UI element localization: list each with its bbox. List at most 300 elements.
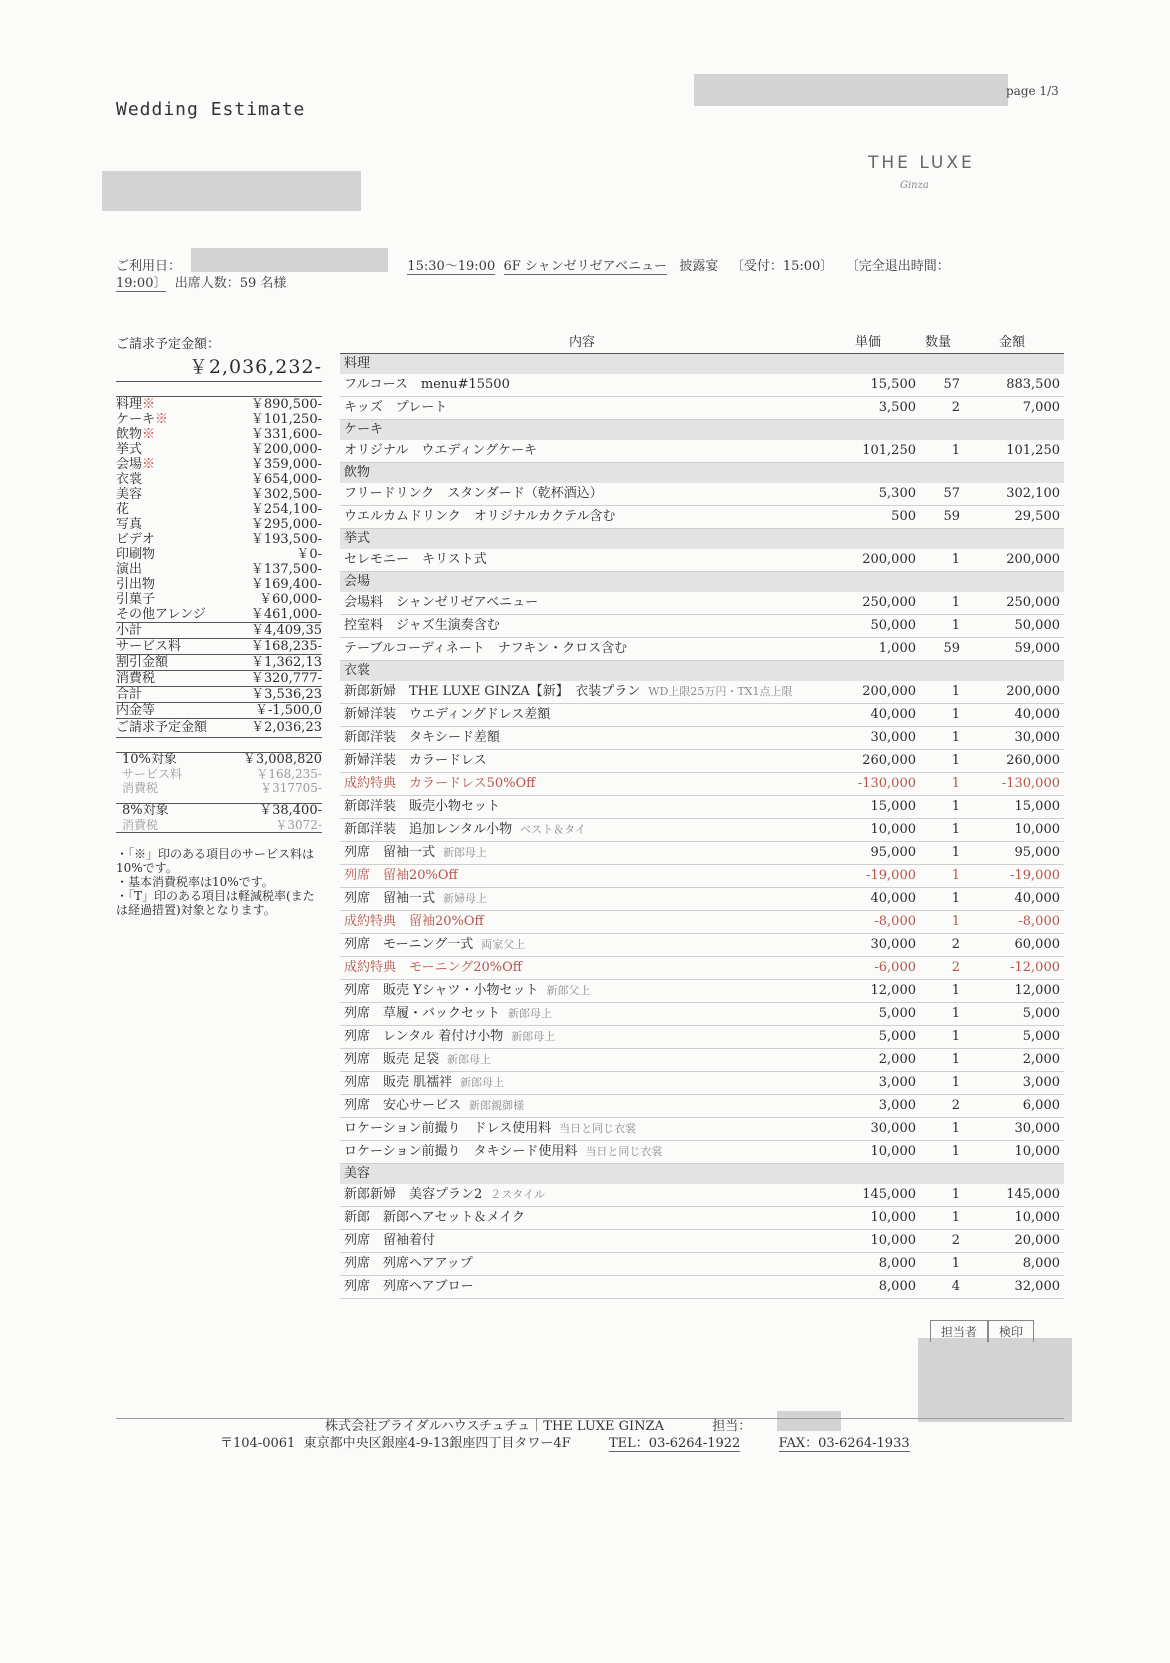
item-qty: 1: [951, 753, 960, 768]
summary-row: [116, 457, 322, 472]
item-desc: 新郎洋装 販売小物セット: [344, 799, 501, 814]
item-desc-cell: [340, 1072, 820, 1094]
item-qty: 59: [943, 509, 960, 524]
item-amount: 50,000: [1014, 618, 1060, 633]
tax10-service-value: ￥168,235-: [256, 767, 322, 781]
table-row: [340, 888, 1064, 911]
item-desc-cell: [340, 1049, 820, 1071]
item-amount: 5,000: [1022, 1006, 1060, 1021]
item-desc: 成約特典 モーニング20%Off: [344, 960, 523, 975]
item-amount: 200,000: [1006, 552, 1060, 567]
estimate-table: [340, 333, 1064, 1299]
redacted-block: [918, 1338, 1072, 1422]
item-price: -6,000: [874, 960, 916, 975]
item-qty: 1: [951, 1075, 960, 1090]
item-desc-cell: [340, 506, 820, 528]
item-desc-cell: [340, 374, 820, 396]
summary-row: [116, 607, 322, 622]
item-price: 5,000: [878, 1029, 916, 1044]
item-note: 新郎母上: [508, 1007, 553, 1020]
category-row: 衣裳: [340, 661, 1064, 681]
item-amount: 40,000: [1014, 707, 1060, 722]
item-amount: 29,500: [1014, 509, 1060, 524]
total-row: [116, 638, 322, 654]
item-qty: 1: [951, 1006, 960, 1021]
item-amount: -8,000: [1018, 914, 1060, 929]
guest-count: 出席人数：59 名様: [174, 276, 287, 291]
summary-value: ￥193,500-: [250, 532, 322, 547]
item-desc: 列席 留袖着付: [344, 1233, 436, 1248]
item-qty: 1: [951, 1144, 960, 1159]
summary-label: サービス料: [116, 639, 182, 654]
exit-label: 〔完全退出時間：: [845, 259, 950, 274]
item-amount: 10,000: [1014, 1210, 1060, 1225]
summary-value: ￥1,362,13: [251, 655, 322, 670]
item-qty: 57: [943, 377, 960, 392]
summary-label: その他アレンジ: [116, 607, 206, 622]
table-row: [340, 638, 1064, 661]
table-row: [340, 980, 1064, 1003]
grand-total-row: [116, 718, 322, 738]
table-row: [340, 615, 1064, 638]
summary-value: ￥0-: [296, 547, 322, 562]
item-qty: 1: [951, 1052, 960, 1067]
item-desc: キッズ プレート: [344, 400, 448, 415]
item-note: 新郎母上: [443, 846, 488, 859]
table-row: [340, 1184, 1064, 1207]
item-amount: 883,500: [1006, 377, 1060, 392]
item-desc: 新郎 新郎ヘアセット＆メイク: [344, 1210, 525, 1225]
item-price: 250,000: [862, 595, 916, 610]
item-qty: 1: [951, 552, 960, 567]
due-label: ご請求予定金額：: [116, 337, 221, 352]
note-line: ・「※」印のある項目のサービス料は10%です。: [116, 847, 315, 875]
item-amount: 12,000: [1014, 983, 1060, 998]
summary-value: ￥101,250-: [250, 412, 322, 427]
item-amount: 10,000: [1014, 822, 1060, 837]
item-qty: 57: [943, 486, 960, 501]
summary-row: [116, 412, 322, 427]
service-mark: ※: [142, 457, 156, 472]
item-desc: 新郎新婦 美容プラン2: [344, 1187, 483, 1202]
item-desc: ウエルカムドリンク オリジナルカクテル含む: [344, 509, 616, 524]
category-row: ケーキ: [340, 420, 1064, 440]
item-desc: フリードリンク スタンダード（乾杯酒込）: [344, 486, 603, 501]
table-row: [340, 374, 1064, 397]
item-price: 8,000: [878, 1256, 916, 1271]
item-amount: 10,000: [1014, 1144, 1060, 1159]
usage-info-line-2: [116, 272, 286, 291]
item-desc-cell: [340, 549, 820, 571]
item-price: 10,000: [870, 1144, 916, 1159]
item-desc: テーブルコーディネート ナフキン・クロス含む: [344, 641, 628, 656]
summary-label: 料理: [116, 397, 143, 412]
item-amount: 302,100: [1006, 486, 1060, 501]
table-row: [340, 1095, 1064, 1118]
item-desc: 列席 留袖一式: [344, 891, 436, 906]
table-row: [340, 1026, 1064, 1049]
table-row: [340, 1253, 1064, 1276]
redacted-block: [694, 74, 1008, 106]
item-amount: 7,000: [1022, 400, 1060, 415]
item-desc-cell: [340, 1118, 820, 1140]
item-desc-cell: [340, 1207, 820, 1229]
item-desc-cell: [340, 980, 820, 1002]
summary-label: 演出: [116, 562, 143, 577]
item-qty: 1: [951, 618, 960, 633]
time-range: 15:30〜19:00: [407, 259, 496, 274]
table-row: [340, 750, 1064, 773]
summary-label: 印刷物: [116, 547, 156, 562]
tax8-label: 8%対象: [122, 803, 169, 818]
table-row: [340, 592, 1064, 615]
item-desc: オリジナル ウエディングケーキ: [344, 443, 538, 458]
table-row: [340, 819, 1064, 842]
table-row: [340, 1072, 1064, 1095]
item-desc: 列席 販売 Yシャツ・小物セット: [344, 983, 539, 998]
item-amount: 15,000: [1014, 799, 1060, 814]
item-price: 5,000: [878, 1006, 916, 1021]
item-desc: 列席 留袖一式: [344, 845, 436, 860]
item-note: 当日と同じ衣裳: [585, 1145, 663, 1158]
notes: [116, 847, 322, 917]
item-price: 40,000: [870, 707, 916, 722]
item-desc-cell: [340, 397, 820, 419]
summary-value: ￥3,536,23: [251, 687, 322, 702]
item-desc-cell: [340, 727, 820, 749]
summary-label: ビデオ: [116, 532, 155, 547]
summary-value: ￥-1,500,0: [254, 703, 322, 718]
summary-value: ￥331,600-: [250, 427, 322, 442]
item-desc: 列席 レンタル 着付け小物: [344, 1029, 504, 1044]
summary-row: [116, 547, 322, 562]
item-price: 145,000: [862, 1187, 916, 1202]
table-row: [340, 549, 1064, 572]
item-qty: 1: [951, 776, 960, 791]
item-price: 15,500: [870, 377, 916, 392]
item-amount: 20,000: [1014, 1233, 1060, 1248]
category-row: 挙式: [340, 529, 1064, 549]
item-price: 101,250: [862, 443, 916, 458]
summary-value: ￥302,500-: [250, 487, 322, 502]
item-price: 3,000: [878, 1075, 916, 1090]
stamp-check-label: 検印: [988, 1320, 1034, 1342]
item-desc: 新郎洋装 追加レンタル小物: [344, 822, 513, 837]
table-row: [340, 1141, 1064, 1164]
table-row: [340, 397, 1064, 420]
summary-row: [116, 502, 322, 517]
item-desc: 列席 販売 足袋: [344, 1052, 440, 1067]
item-price: -8,000: [874, 914, 916, 929]
table-row: [340, 865, 1064, 888]
stamp-person-label: 担当者: [930, 1320, 988, 1342]
tax8-tax-value: ￥3072-: [275, 818, 322, 832]
item-qty: 2: [951, 400, 960, 415]
item-qty: 1: [951, 707, 960, 722]
summary-row: [116, 427, 322, 442]
item-desc: 列席 モーニング一式: [344, 937, 474, 952]
item-amount: 5,000: [1022, 1029, 1060, 1044]
item-desc-cell: [340, 865, 820, 887]
due-amount: ￥2,036,232-: [116, 352, 322, 382]
item-amount: 250,000: [1006, 595, 1060, 610]
item-desc-cell: [340, 1253, 820, 1275]
category-summary: [116, 396, 322, 738]
item-price: 200,000: [862, 684, 916, 699]
item-price: 2,000: [878, 1052, 916, 1067]
table-row: [340, 911, 1064, 934]
item-price: 3,500: [878, 400, 916, 415]
item-desc-cell: [340, 1141, 820, 1163]
item-amount: 60,000: [1014, 937, 1060, 952]
total-row: [116, 622, 322, 638]
item-desc: 新婦洋装 ウエディングドレス差額: [344, 707, 551, 722]
summary-row: [116, 487, 322, 502]
item-price: 260,000: [862, 753, 916, 768]
item-qty: 1: [951, 983, 960, 998]
item-qty: 4: [951, 1279, 960, 1294]
category-row: 美容: [340, 1164, 1064, 1184]
item-desc-cell: [340, 615, 820, 637]
tax10-tax-label: 消費税: [122, 781, 159, 795]
summary-value: ￥169,400-: [250, 577, 322, 592]
note-line: ・基本消費税率は10%です。: [116, 875, 274, 889]
item-price: 50,000: [870, 618, 916, 633]
summary-row: [116, 442, 322, 457]
summary-value: ￥200,000-: [250, 442, 322, 457]
item-amount: 3,000: [1022, 1075, 1060, 1090]
summary-label: 割引金額: [116, 655, 169, 670]
item-note: 新郎親御様: [469, 1099, 525, 1112]
item-price: 500: [891, 509, 916, 524]
item-desc: 列席 列席ヘアアップ: [344, 1256, 473, 1271]
item-qty: 2: [951, 1233, 960, 1248]
item-note: 新郎父上: [546, 984, 591, 997]
item-qty: 1: [951, 1029, 960, 1044]
table-row: [340, 1276, 1064, 1299]
summary-value: ￥168,235-: [250, 639, 322, 654]
summary-row: [116, 397, 322, 412]
tax8-tax-label: 消費税: [122, 818, 159, 832]
service-mark: ※: [142, 427, 156, 442]
item-qty: 2: [951, 960, 960, 975]
summary-label: 合計: [116, 687, 143, 702]
table-header: [340, 333, 1064, 354]
item-desc-cell: [340, 1026, 820, 1048]
table-row: [340, 727, 1064, 750]
address: 東京都中央区銀座4-9-13銀座四丁目タワー4F: [303, 1436, 571, 1451]
summary-value: ￥137,500-: [250, 562, 322, 577]
staff-label: 担当：: [712, 1419, 752, 1434]
category-row: 会場: [340, 572, 1064, 592]
item-desc-cell: [340, 440, 820, 462]
item-desc-cell: [340, 638, 820, 660]
item-qty: 1: [951, 822, 960, 837]
item-qty: 59: [943, 641, 960, 656]
item-qty: 2: [951, 1098, 960, 1113]
item-qty: 1: [951, 799, 960, 814]
item-amount: 145,000: [1006, 1187, 1060, 1202]
total-row: [116, 686, 322, 702]
item-amount: 30,000: [1014, 1121, 1060, 1136]
item-amount: 101,250: [1006, 443, 1060, 458]
summary-value: ￥60,000-: [259, 592, 322, 607]
item-desc: 成約特典 留袖20%Off: [344, 914, 484, 929]
summary-row: [116, 562, 322, 577]
item-desc: 会場料 シャンゼリゼアベニュー: [344, 595, 539, 610]
item-qty: 1: [951, 1210, 960, 1225]
summary-value: ￥359,000-: [250, 457, 322, 472]
summary-row: [116, 532, 322, 547]
summary-label: 美容: [116, 487, 143, 502]
item-qty: 1: [951, 1121, 960, 1136]
table-row: [340, 1207, 1064, 1230]
event-type: 披露宴: [679, 259, 719, 274]
item-desc-cell: [340, 934, 820, 956]
postal-code: 〒104-0061: [220, 1436, 296, 1451]
item-price: 30,000: [870, 937, 916, 952]
summary-label: 挙式: [116, 442, 143, 457]
item-amount: 2,000: [1022, 1052, 1060, 1067]
item-desc: 成約特典 カラードレス50%Off: [344, 776, 536, 791]
summary-value: ￥461,000-: [250, 607, 322, 622]
item-qty: 1: [951, 730, 960, 745]
summary-label: 小計: [116, 623, 143, 638]
item-desc-cell: [340, 704, 820, 726]
item-amount: 6,000: [1022, 1098, 1060, 1113]
item-desc-cell: [340, 957, 820, 979]
item-desc: 列席 草履・バックセット: [344, 1006, 501, 1021]
fax: FAX：03-6264-1933: [778, 1436, 910, 1451]
category-row: 料理: [340, 354, 1064, 374]
item-desc-cell: [340, 1184, 820, 1206]
tax10-value: ￥3,008,820: [242, 753, 322, 767]
page-number: page 1/3: [1006, 84, 1059, 98]
header-price: 単価: [854, 335, 881, 350]
summary-value: ￥320,777-: [250, 671, 322, 686]
note-line: ・「T」印のある項目は軽減税率(または経過措置)対象となります。: [116, 889, 315, 917]
redacted-block: [102, 171, 361, 211]
table-row: [340, 842, 1064, 865]
document-title: Wedding Estimate: [116, 99, 306, 120]
exit-time: 19:00〕: [116, 276, 167, 291]
tax10-label: 10%対象: [122, 753, 177, 767]
date-label: ご利用日：: [116, 259, 182, 274]
item-amount: 95,000: [1014, 845, 1060, 860]
tax10-tax-value: ￥317705-: [260, 781, 322, 795]
item-qty: 1: [951, 1187, 960, 1202]
item-amount: 200,000: [1006, 684, 1060, 699]
item-amount: 59,000: [1014, 641, 1060, 656]
item-desc: フルコース menu#15500: [344, 377, 510, 392]
table-row: [340, 440, 1064, 463]
tax8-value: ￥38,400-: [259, 803, 322, 818]
item-note: ２スタイル: [490, 1188, 546, 1201]
item-qty: 2: [951, 937, 960, 952]
table-row: [340, 681, 1064, 704]
item-desc-cell: [340, 1003, 820, 1025]
summary-row: [116, 577, 322, 592]
summary-label: 内金等: [116, 703, 156, 718]
item-amount: 32,000: [1014, 1279, 1060, 1294]
item-price: -19,000: [866, 868, 916, 883]
summary-label: 飲物: [116, 427, 143, 442]
item-desc: セレモニー キリスト式: [344, 552, 487, 567]
item-desc: ロケーション前撮り ドレス使用料: [344, 1121, 552, 1136]
item-price: 10,000: [870, 1210, 916, 1225]
redacted-block: [777, 1411, 841, 1431]
item-desc-cell: [340, 592, 820, 614]
item-price: 30,000: [870, 730, 916, 745]
total-row: [116, 702, 322, 718]
summary-value: ￥254,100-: [250, 502, 322, 517]
summary-label: 会場: [116, 457, 143, 472]
summary-value: ￥4,409,35: [251, 623, 322, 638]
item-amount: -12,000: [1010, 960, 1060, 975]
item-amount: 40,000: [1014, 891, 1060, 906]
table-row: [340, 934, 1064, 957]
item-price: 15,000: [870, 799, 916, 814]
item-note: 両家父上: [481, 938, 526, 951]
summary-value: ￥295,000-: [250, 517, 322, 532]
summary-value: ￥2,036,23: [251, 720, 322, 735]
item-desc-cell: [340, 888, 820, 910]
item-price: 95,000: [870, 845, 916, 860]
header-amount: 金額: [998, 335, 1025, 350]
table-row: [340, 1049, 1064, 1072]
item-desc-cell: [340, 842, 820, 864]
table-row: [340, 773, 1064, 796]
table-row: [340, 1230, 1064, 1253]
summary-value: ￥654,000-: [250, 472, 322, 487]
tax-breakdown: [116, 752, 322, 833]
table-row: [340, 957, 1064, 980]
summary-label: 写真: [116, 517, 143, 532]
item-price: 12,000: [870, 983, 916, 998]
item-price: 10,000: [870, 822, 916, 837]
item-price: 200,000: [862, 552, 916, 567]
table-row: [340, 704, 1064, 727]
item-qty: 1: [951, 684, 960, 699]
summary-column: [116, 333, 322, 917]
item-price: 8,000: [878, 1279, 916, 1294]
item-qty: 1: [951, 1256, 960, 1271]
item-note: 新郎母上: [447, 1053, 492, 1066]
item-desc-cell: [340, 911, 820, 933]
tax10-service-label: サービス料: [122, 767, 183, 781]
item-note: 新郎母上: [511, 1030, 556, 1043]
item-price: 3,000: [878, 1098, 916, 1113]
table-row: [340, 1118, 1064, 1141]
item-desc: ロケーション前撮り タキシード使用料: [344, 1144, 578, 1159]
item-desc-cell: [340, 681, 820, 703]
item-price: 1,000: [878, 641, 916, 656]
summary-row: [116, 517, 322, 532]
stamp-box: [930, 1320, 1034, 1342]
summary-row: [116, 592, 322, 607]
item-note: 当日と同じ衣裳: [559, 1122, 637, 1135]
item-amount: 30,000: [1014, 730, 1060, 745]
header-qty: 数量: [924, 335, 951, 350]
item-note: ベスト＆タイ: [520, 823, 586, 836]
item-desc-cell: [340, 1095, 820, 1117]
total-row: [116, 654, 322, 670]
summary-label: 引出物: [116, 577, 156, 592]
item-desc-cell: [340, 796, 820, 818]
item-desc: 新郎新婦 THE LUXE GINZA【新】 衣装プラン: [344, 684, 641, 699]
item-qty: 1: [951, 595, 960, 610]
summary-label: 引菓子: [116, 592, 156, 607]
